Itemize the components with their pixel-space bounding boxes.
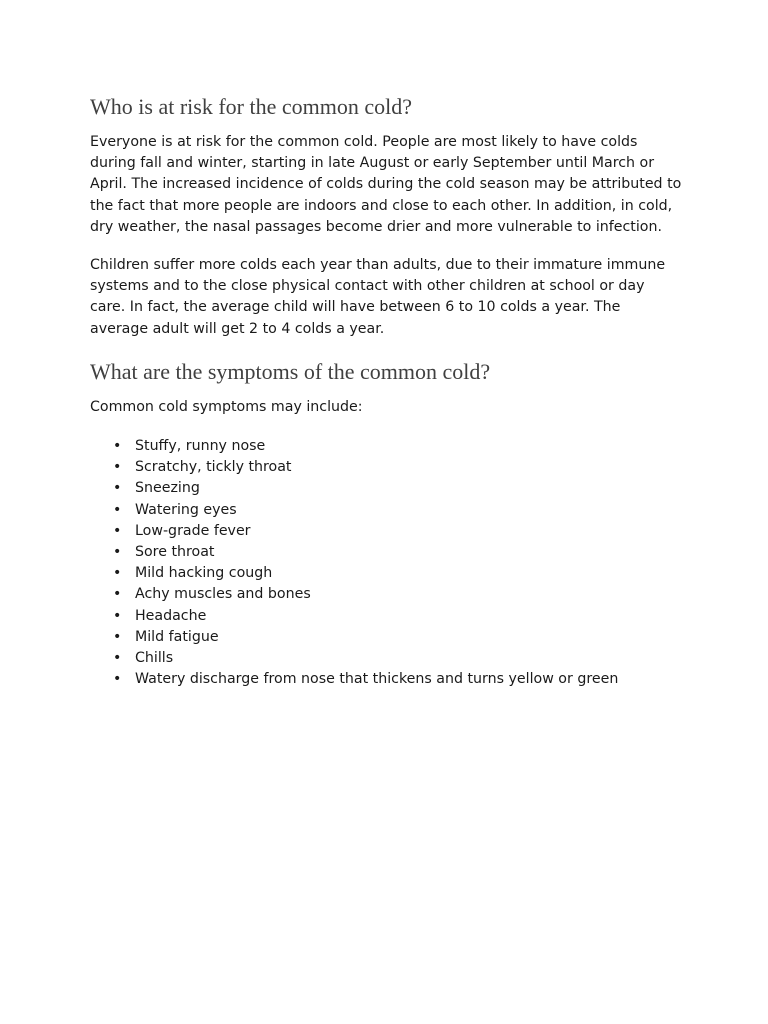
list-item-text: Mild hacking cough	[135, 565, 273, 582]
bullet-marker: •	[113, 501, 122, 518]
bullet-marker: •	[113, 650, 122, 667]
list-item	[113, 457, 682, 478]
list-item	[113, 648, 682, 669]
list-item	[113, 521, 682, 542]
bullet-marker: •	[113, 438, 122, 455]
bullet-marker: •	[113, 544, 122, 561]
bullet-marker: •	[113, 628, 122, 645]
list-item-text: Sneezing	[135, 480, 200, 497]
list-item-text: Sore throat	[135, 544, 215, 561]
list-item-text: Scratchy, tickly throat	[135, 459, 292, 476]
document-content	[90, 92, 682, 690]
list-item	[113, 669, 682, 690]
list-item-text: Mild fatigue	[135, 628, 219, 645]
list-item-text: Achy muscles and bones	[135, 586, 311, 603]
list-item	[113, 627, 682, 648]
list-item	[113, 436, 682, 457]
symptoms-heading: What are the symptoms of the common cold?	[90, 358, 491, 384]
list-item-text: Headache	[135, 607, 207, 624]
list-item	[113, 478, 682, 499]
list-item	[113, 542, 682, 563]
list-item-text: Watering eyes	[135, 501, 237, 518]
bullet-marker: •	[113, 586, 122, 603]
list-item-text: Low-grade fever	[135, 522, 251, 539]
symptoms-list	[90, 436, 682, 690]
bullet-marker: •	[113, 522, 122, 539]
list-item	[113, 563, 682, 584]
bullet-marker: •	[113, 480, 122, 497]
bullet-marker: •	[113, 565, 122, 582]
risk-paragraph-1: Everyone is at risk for the common cold. People are most likely to have colds during fall and winter, starting in late August or early September until March or April. The increased incidence of colds during the cold season may be attributed to the fact that more people are indoors and close to each other. In addition, in cold, dry weather, the nasal passages become drier and more vulnerable to infection.	[90, 134, 682, 235]
list-item	[113, 500, 682, 521]
bullet-marker: •	[113, 671, 122, 688]
risk-paragraph-2: Children suffer more colds each year than adults, due to their immature immune systems and to the close physical contact with other children at school or day care. In fact, the average child will have between 6 to 10 colds a year. The average adult will get 2 to 4 colds a year.	[90, 257, 666, 337]
bullet-marker: •	[113, 459, 122, 476]
risk-heading: Who is at risk for the common cold?	[90, 94, 412, 119]
list-item	[113, 606, 682, 627]
list-item	[113, 584, 682, 605]
list-item-text: Chills	[135, 650, 174, 667]
bullet-marker: •	[113, 607, 122, 624]
list-item-text: Stuffy, runny nose	[135, 438, 266, 455]
list-item-text: Watery discharge from nose that thickens and turns yellow or green	[135, 671, 619, 688]
symptoms-intro: Common cold symptoms may include:	[90, 398, 363, 415]
